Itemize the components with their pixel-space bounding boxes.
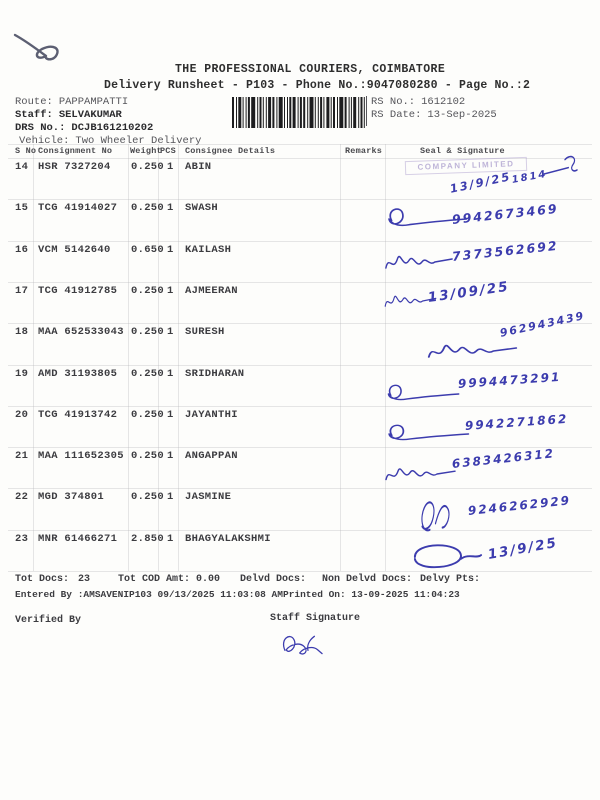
row-weight: 0.250 bbox=[131, 408, 165, 421]
tot-docs-value: 23 bbox=[78, 574, 91, 585]
row-consignment: MNR 61466271 bbox=[38, 532, 118, 545]
page-title: THE PROFESSIONAL COURIERS, COIMBATORE bbox=[175, 63, 446, 76]
vehicle-value: Two Wheeler Delivery bbox=[75, 135, 202, 147]
staff-value: SELVAKUMAR bbox=[58, 109, 122, 121]
column-header: Seal & Signature bbox=[420, 146, 505, 156]
verified-by-label: Verified By bbox=[15, 615, 82, 626]
row-weight: 2.850 bbox=[131, 532, 165, 545]
consignee-signature-handwriting bbox=[412, 494, 468, 536]
row-sno: 15 bbox=[15, 202, 29, 215]
delvy-pts-label: Delvy Pts: bbox=[420, 574, 481, 585]
row-consignment: MAA 111652305 bbox=[38, 450, 124, 463]
route-value: PAPPAMPATTI bbox=[58, 96, 129, 108]
row-pcs: 1 bbox=[167, 326, 174, 339]
seal-handwriting-text: 13/9/25 bbox=[486, 534, 560, 563]
consignee-signature-handwriting bbox=[383, 420, 471, 448]
row-sno: 20 bbox=[15, 408, 29, 421]
row-sno: 21 bbox=[15, 450, 29, 463]
row-pcs: 1 bbox=[167, 243, 174, 256]
row-consignment: TCG 41913742 bbox=[38, 408, 118, 421]
seal-handwriting-text: 6383426312 bbox=[451, 446, 556, 471]
row-consignment: HSR 7327204 bbox=[38, 161, 111, 173]
row-sno: 18 bbox=[15, 326, 29, 339]
table-row-line bbox=[8, 406, 592, 407]
row-consignment: AMD 31193805 bbox=[38, 367, 118, 380]
tot-docs-label: Tot Docs: bbox=[15, 574, 70, 585]
column-header: Weight bbox=[130, 146, 162, 156]
rs-no-label: RS No.: bbox=[371, 96, 416, 108]
row-sno: 22 bbox=[15, 491, 29, 504]
seal-handwriting-text: 9994473291 bbox=[457, 369, 562, 391]
seal-handwriting-text: 962943439 bbox=[498, 309, 587, 340]
table-row-line bbox=[8, 241, 592, 242]
row-pcs: 1 bbox=[167, 284, 174, 297]
consignee-signature-handwriting bbox=[383, 247, 455, 277]
staff-signature-label: Staff Signature bbox=[270, 613, 361, 624]
row-weight: 0.250 bbox=[131, 202, 165, 215]
seal-handwriting-text: 9942271862 bbox=[464, 411, 569, 433]
row-pcs: 1 bbox=[167, 450, 174, 463]
row-pcs: 1 bbox=[167, 491, 174, 504]
row-weight: 0.650 bbox=[131, 243, 165, 256]
route-line bbox=[15, 96, 128, 108]
row-consignee: AJMEERAN bbox=[185, 284, 238, 297]
rs-date-label: RS Date: bbox=[371, 109, 422, 121]
row-weight: 0.250 bbox=[131, 161, 165, 173]
row-pcs: 1 bbox=[167, 367, 174, 380]
table-column-line bbox=[178, 144, 179, 571]
row-consignment: TCG 41912785 bbox=[38, 284, 118, 297]
row-consignment: VCM 5142640 bbox=[38, 243, 111, 256]
seal-handwriting-text: 13/9/25 bbox=[448, 169, 513, 196]
consignee-signature-handwriting bbox=[383, 380, 461, 408]
row-consignee: BHAGYALAKSHMI bbox=[185, 532, 271, 545]
row-sno: 14 bbox=[15, 161, 29, 173]
consignee-signature-handwriting bbox=[425, 336, 520, 366]
drs-line bbox=[15, 122, 153, 134]
table-row-line bbox=[8, 323, 592, 324]
rs-date-line bbox=[371, 109, 497, 121]
consignee-signature-handwriting bbox=[388, 538, 484, 576]
column-header: Remarks bbox=[345, 146, 383, 156]
table-column-line bbox=[33, 144, 34, 571]
delvd-docs-label: Delvd Docs: bbox=[240, 574, 307, 585]
row-consignee: SRIDHARAN bbox=[185, 367, 245, 380]
seal-handwriting-text: 7373562692 bbox=[451, 237, 560, 264]
row-pcs: 1 bbox=[167, 161, 174, 173]
drs-value: DCJB161210202 bbox=[71, 122, 154, 134]
row-consignee: SURESH bbox=[185, 326, 225, 339]
printed-on-line: Printed On: 13-09-2025 11:04:23 bbox=[283, 589, 460, 600]
row-sno: 19 bbox=[15, 367, 29, 380]
row-weight: 0.250 bbox=[131, 326, 165, 339]
table-row-line bbox=[8, 530, 592, 531]
column-header: S No bbox=[15, 146, 37, 156]
table-column-line bbox=[340, 144, 341, 571]
page-subtitle: Delivery Runsheet - P103 - Phone No.:9047080280 - Page No.:2 bbox=[104, 79, 531, 92]
staff-signature-handwriting bbox=[276, 622, 340, 666]
row-sno: 17 bbox=[15, 284, 29, 297]
pen-scribble-mark bbox=[10, 30, 80, 70]
table-row-line bbox=[8, 571, 592, 572]
non-delvd-docs-label: Non Delvd Docs: bbox=[322, 574, 413, 585]
row-weight: 0.250 bbox=[131, 450, 165, 463]
row-weight: 0.250 bbox=[131, 284, 165, 297]
route-label: Route: bbox=[15, 96, 53, 108]
row-consignment: MGD 374801 bbox=[38, 491, 105, 504]
row-pcs: 1 bbox=[167, 202, 174, 215]
seal-stamp: COMPANY LIMITED bbox=[405, 157, 527, 175]
staff-line bbox=[15, 109, 122, 121]
row-sno: 23 bbox=[15, 532, 29, 545]
column-header: Consignee Details bbox=[185, 146, 276, 156]
barcode-icon bbox=[232, 97, 366, 128]
column-header: PCS bbox=[160, 146, 176, 156]
row-sno: 16 bbox=[15, 243, 29, 256]
rs-block-divider bbox=[366, 96, 367, 126]
table-row-line bbox=[8, 447, 592, 448]
table-row-line bbox=[8, 488, 592, 489]
row-pcs: 1 bbox=[167, 408, 174, 421]
drs-label: DRS No.: bbox=[15, 122, 66, 134]
row-consignee: ABIN bbox=[185, 161, 212, 173]
rs-no-value: 1612102 bbox=[421, 96, 466, 108]
row-weight: 0.250 bbox=[131, 367, 165, 380]
row-pcs: 1 bbox=[167, 532, 174, 545]
row-consignee: KAILASH bbox=[185, 243, 232, 256]
row-consignee: SWASH bbox=[185, 202, 219, 215]
row-consignee: ANGAPPAN bbox=[185, 450, 238, 463]
table-top-line bbox=[8, 144, 592, 145]
consignee-signature-handwriting bbox=[383, 460, 458, 488]
tot-cod-value: 0.00 bbox=[196, 574, 221, 585]
rs-date-value: 13-Sep-2025 bbox=[427, 109, 497, 121]
row-consignee: JAYANTHI bbox=[185, 408, 238, 421]
row-weight: 0.250 bbox=[131, 491, 165, 504]
tot-cod-label: Tot COD Amt: bbox=[118, 574, 191, 585]
vehicle-label: Vehicle: bbox=[19, 135, 70, 147]
entered-by-line: Entered By :AMSAVENIP103 09/13/2025 11:03:08 AM bbox=[15, 589, 283, 600]
seal-handwriting-text: 9246262929 bbox=[467, 493, 572, 518]
table-column-line bbox=[128, 144, 129, 571]
row-consignment: MAA 652533043 bbox=[38, 326, 124, 339]
row-consignment: TCG 41914027 bbox=[38, 202, 118, 215]
table-row-line bbox=[8, 199, 592, 200]
staff-label: Staff: bbox=[15, 109, 53, 121]
seal-handwriting-extra: 1814 bbox=[511, 168, 549, 186]
row-consignee: JASMINE bbox=[185, 491, 232, 504]
seal-handwriting-text: 13/09/25 bbox=[426, 278, 511, 306]
seal-handwriting-text: 9942673469 bbox=[451, 200, 560, 227]
column-header: Consignment No bbox=[38, 146, 113, 156]
rs-no-line bbox=[371, 96, 465, 108]
